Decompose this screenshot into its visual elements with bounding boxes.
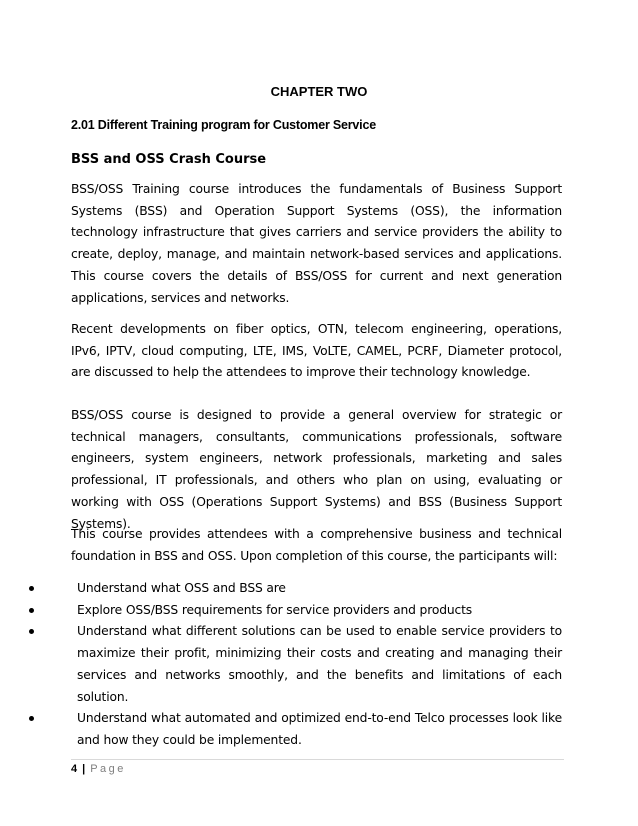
- footer-divider: [71, 759, 564, 760]
- bullet-icon: [29, 586, 34, 591]
- list-item: [0, 621, 562, 708]
- list-item-text: Explore OSS/BSS requirements for service providers and products: [77, 602, 473, 617]
- paragraph-intro: BSS/OSS Training course introduces the fundamentals of Business Support Systems (BSS) and Operation Support Systems (OSS), the information technology infrastructure that gives carriers and service providers the ability to create, deploy, manage, and maintain network-based services and applications. This course covers the details of BSS/OSS for current and next generation applications, services and networks.: [71, 182, 562, 305]
- paragraph-developments: Recent developments on fiber optics, OTN, telecom engineering, operations, IPv6, IPTV, cloud computing, LTE, IMS, VoLTE, CAMEL, PCRF, Diameter protocol, are discussed to help the attendees to improve their technology knowledge.: [71, 322, 562, 380]
- paragraph-audience: BSS/OSS course is designed to provide a general overview for strategic or technical managers, consultants, communications professionals, software engineers, system engineers, network professionals, marketing and sales professional, IT professionals, and others who plan on using, evaluating or working with OSS (Operations Support Systems) and BSS (Business Support Systems).: [71, 408, 562, 531]
- list-item: [0, 708, 562, 751]
- course-heading: BSS and OSS Crash Course: [71, 152, 267, 167]
- bullet-icon: [29, 608, 34, 613]
- list-item-text: Understand what different solutions can be used to enable service providers to maximize their profit, minimizing their costs and creating and managing their services and networks smoothly, and the benefits and limitations of each solution.: [77, 624, 562, 704]
- list-item-text: Understand what OSS and BSS are: [77, 581, 286, 595]
- chapter-title: CHAPTER TWO: [270, 84, 368, 99]
- paragraph-outcomes: This course provides attendees with a comprehensive business and technical foundation in BSS and OSS. Upon completion of this course, the participants will:: [71, 527, 562, 563]
- page-number: 4: [71, 763, 78, 775]
- page-label: Page: [90, 763, 126, 775]
- bullet-icon: [29, 716, 34, 721]
- bullet-list: [0, 578, 638, 752]
- bullet-icon: [29, 629, 34, 634]
- section-heading: 2.01 Different Training program for Customer Service: [71, 118, 376, 132]
- list-item: [0, 600, 562, 622]
- footer-separator: |: [82, 763, 86, 775]
- list-item: [0, 578, 562, 600]
- list-item-text: Understand what automated and optimized end-to-end Telco processes look like and how they could be implemented.: [77, 711, 562, 747]
- page-footer: [71, 763, 126, 775]
